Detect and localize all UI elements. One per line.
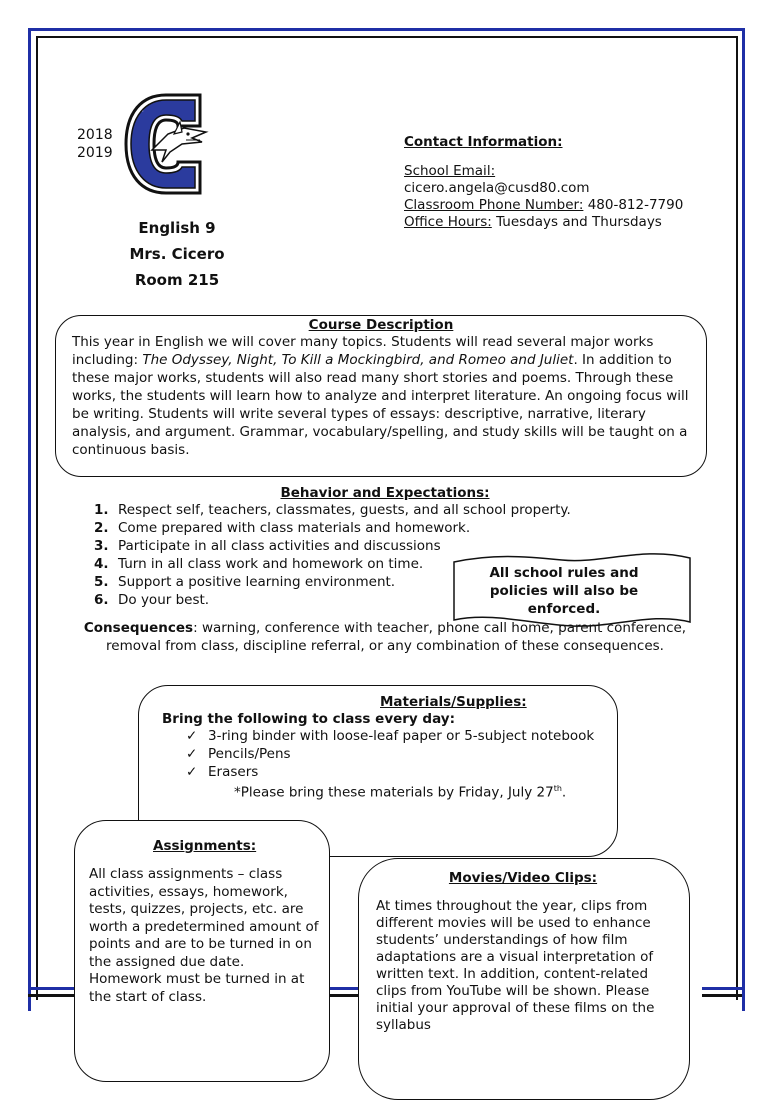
materials-title: Materials/Supplies:	[380, 694, 527, 710]
consequences-label: Consequences	[83, 620, 194, 636]
course-description-title: Course Description	[308, 317, 454, 333]
assignments-text: All class assignments – class activities, essays, homework, tests, quizzes, projects, etc. are worth a predetermined amount of points and are to be turned in on the assigned due date. Homework must be turned in at the start of class.	[89, 866, 319, 1005]
room-number: Room 215	[134, 271, 220, 289]
page-border-bottom-segment	[28, 994, 76, 997]
checkmark-icon: ✓	[186, 728, 198, 744]
course-description-text: This year in English we will cover many topics. Students will read several major works including: The Odyssey, Night, To Kill a Mockingbird, and Romeo and Juliet. In addition to these major works, students will also read many short stories and poems. Through these works, the students will learn how to analyze and interpret literature. An ongoing focus will be writing. Students will write several types of essays: descriptive, narrative, literary analysis, and argument. Grammar, vocabulary/spelling, and study skills will be taught on a continuous basis.	[72, 334, 689, 458]
materials-note: *Please bring these materials by Friday, July 27th.	[234, 784, 567, 801]
teacher-name: Mrs. Cicero	[129, 245, 225, 263]
email-label: School Email:	[404, 163, 496, 179]
list-item: 6. Do your best.	[94, 592, 210, 608]
course-name: English 9	[138, 219, 216, 237]
hours-label: Office Hours:	[404, 214, 492, 230]
course-description-box	[55, 315, 707, 477]
list-item: 1. Respect self, teachers, classmates, guests, and all school property.	[94, 502, 571, 518]
consequences-text: Consequences: warning, conference with teacher, phone call home, parent conference, removal from class, discipline referral, or any combination of these consequences.	[83, 620, 687, 654]
behavior-title: Behavior and Expectations:	[280, 485, 490, 501]
list-item: 5. Support a positive learning environment.	[94, 574, 396, 590]
school-year	[77, 126, 113, 162]
major-works: The Odyssey, Night, To Kill a Mockingbird, and Romeo and Juliet	[142, 352, 574, 368]
logo-letter: C	[142, 111, 144, 113]
page-border-bottom-segment	[330, 987, 358, 990]
list-item: 4. Turn in all class work and homework on time.	[94, 556, 424, 572]
contact-title: Contact Information:	[404, 134, 563, 150]
school-logo	[122, 92, 210, 196]
list-item: ✓ Erasers	[186, 764, 259, 780]
year-start: 2018	[77, 127, 113, 143]
checkmark-icon: ✓	[186, 764, 198, 780]
page-border-bottom-segment	[702, 994, 742, 997]
office-hours: Tuesdays and Thursdays	[496, 214, 662, 230]
page-border-bottom-segment	[28, 987, 76, 990]
contact-section	[404, 134, 684, 231]
page-border-bottom-segment	[330, 994, 358, 997]
movies-text: At times throughout the year, clips from different movies will be used to enhance students’ understandings of how film adaptations are a visual interpretation of written text. In addition, content-related clips from YouTube will be shown. Please initial your approval of these films on the syllabus	[376, 898, 655, 1033]
banner-text: All school rules and policies will also be enforced.	[489, 565, 639, 617]
checkmark-icon: ✓	[186, 746, 198, 762]
logo-c-shark-icon	[122, 92, 210, 196]
movies-title: Movies/Video Clips:	[448, 870, 598, 886]
phone-number: 480-812-7790	[587, 197, 684, 213]
email-address[interactable]: cicero.angela@cusd80.com	[404, 180, 590, 196]
list-item: 3. Participate in all class activities and discussions	[94, 538, 441, 554]
year-end: 2019	[77, 145, 113, 161]
phone-label: Classroom Phone Number:	[404, 197, 584, 213]
list-item: ✓ Pencils/Pens	[186, 746, 291, 762]
page-border-bottom-segment	[702, 987, 742, 990]
materials-list	[186, 727, 594, 781]
list-item: ✓ 3-ring binder with loose-leaf paper or 5-subject notebook	[186, 728, 595, 744]
list-item: 2. Come prepared with class materials and homework.	[94, 520, 471, 536]
assignments-title: Assignments:	[153, 838, 257, 854]
materials-intro: Bring the following to class every day:	[162, 711, 455, 727]
